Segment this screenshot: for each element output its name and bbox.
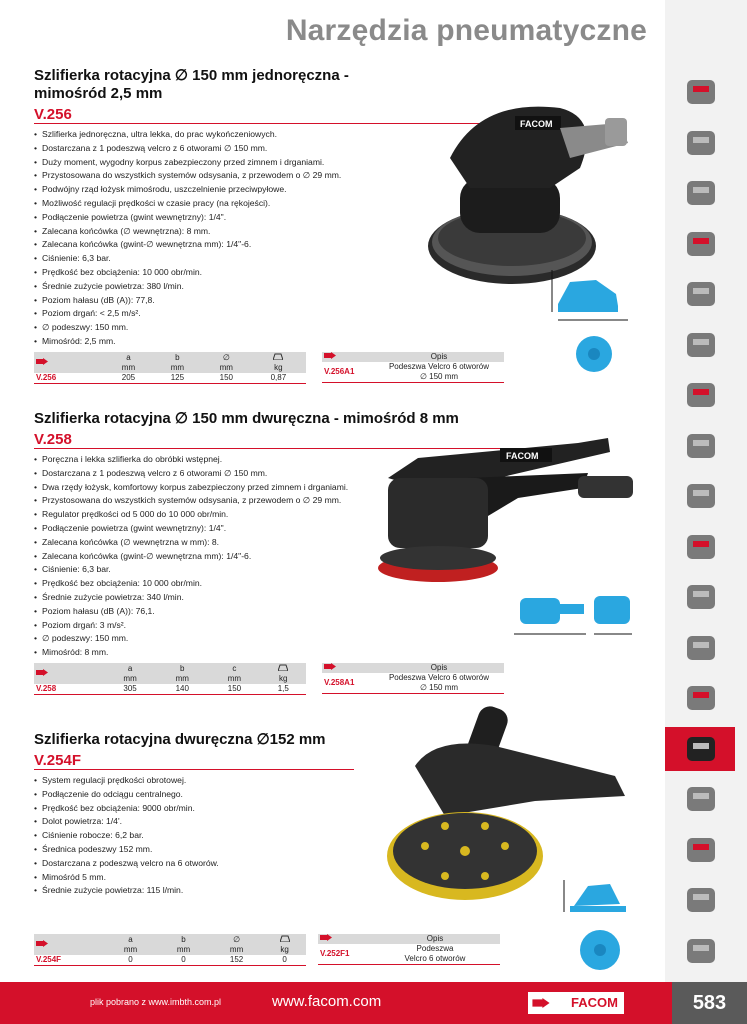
- ratchet-icon[interactable]: [675, 323, 727, 367]
- accessory-table: [322, 663, 504, 694]
- feature-item: • ∅ podeszwy: 150 mm.: [34, 632, 504, 646]
- desc-line: ∅ 150 mm: [419, 372, 459, 381]
- cell-desc: [374, 362, 504, 383]
- product-code: V.254F: [34, 752, 81, 769]
- col-header-diameter: ∅: [202, 352, 251, 363]
- section-title-line1: Szlifierka rotacyjna ∅ 150 mm jednoręczna -: [34, 67, 349, 84]
- feature-item: • Poręczna i lekka szlifierka do obróbki wstępnej.: [34, 453, 504, 467]
- unit: mm: [202, 363, 251, 373]
- desc-line: Podeszwa: [416, 944, 454, 953]
- svg-text:FACOM: FACOM: [520, 119, 553, 129]
- feature-item: • Przystosowana do wszystkich systemów odsysania, z przewodem o ∅ 29 mm.: [34, 169, 504, 183]
- feature-item: • Prędkość bez obciążenia: 9000 obr/min.: [34, 802, 504, 816]
- row-code: V.258: [34, 684, 104, 695]
- feature-item: • Podłączenie powietrza (gwint wewnętrzny): 1/4".: [34, 211, 504, 225]
- page-footer: [0, 982, 747, 1024]
- cell-diameter: 150: [202, 373, 251, 384]
- feature-item: • Średnica podeszwy 152 mm.: [34, 843, 504, 857]
- electrical-icon[interactable]: [675, 828, 727, 872]
- website-link[interactable]: www.facom.com: [272, 993, 382, 1010]
- steering-wheel-icon[interactable]: [675, 929, 727, 973]
- feature-item: • Mimośród 5 mm.: [34, 871, 504, 885]
- arrow-logo-icon: [320, 934, 332, 941]
- feature-item: • Podwójny rząd łożysk mimośrodu, uszczelnienie przeciwpyłowe.: [34, 183, 504, 197]
- feature-item: • Dwa rzędy łożysk, komfortowy korpus zabezpieczony przed zimnem i drganiami.: [34, 481, 504, 495]
- tape-measure-icon[interactable]: [675, 474, 727, 518]
- dimension-diagram-v254f: [560, 876, 640, 974]
- col-header-b: b: [157, 934, 210, 945]
- spec-table: [34, 663, 306, 695]
- cell-weight: 0: [263, 955, 306, 966]
- unit: mm: [153, 363, 202, 373]
- feature-item: • Dostarczana z 1 podeszwą velcro z 6 otworami ∅ 150 mm.: [34, 467, 504, 481]
- footer-notch: [658, 982, 672, 1024]
- weight-icon: [278, 663, 288, 671]
- facom-logo: [528, 992, 624, 1014]
- feature-item: • Średnie zużycie powietrza: 380 l/min.: [34, 280, 504, 294]
- feature-item: • Poziom drgań: 3 m/s².: [34, 619, 504, 633]
- col-header-weight: [261, 663, 306, 674]
- section-title-line2: mimośród 2,5 mm: [34, 85, 163, 102]
- feature-item: • Poziom drgań: < 2,5 m/s².: [34, 307, 504, 321]
- feature-item: • Dostarczana z podeszwą velcro na 6 otworów.: [34, 857, 504, 871]
- unit: mm: [104, 674, 156, 684]
- col-header-desc: Opis: [374, 352, 504, 362]
- page-number: 583: [672, 982, 747, 1024]
- desc-line: Velcro 6 otworów: [404, 954, 466, 963]
- unit: kg: [251, 363, 306, 373]
- spec-table: [34, 352, 306, 384]
- arrow-logo-icon: [36, 940, 48, 947]
- toolbox-icon[interactable]: [675, 70, 727, 114]
- row-code: V.256: [34, 373, 104, 384]
- cell-diameter: 152: [210, 955, 263, 966]
- cell-desc: [370, 944, 500, 965]
- col-header-c: c: [208, 663, 260, 674]
- feature-item: • Średnie zużycie powietrza: 115 l/min.: [34, 884, 504, 898]
- pen-icon[interactable]: [675, 878, 727, 922]
- feature-item: • Regulator prędkości od 5 000 do 10 000 obr/min.: [34, 508, 504, 522]
- feature-item: • Duży moment, wygodny korpus zabezpieczony przed zimnem i drganiami.: [34, 156, 504, 170]
- unit: kg: [263, 945, 306, 955]
- feature-item: • Prędkość bez obciążenia: 10 000 obr/min.: [34, 266, 504, 280]
- feature-item: • Możliwość regulacji prędkości w czasie pracy (na rękojeści).: [34, 197, 504, 211]
- puller-icon[interactable]: [675, 626, 727, 670]
- feature-item: • Dolot powietrza: 1/4'.: [34, 815, 504, 829]
- arrow-logo-icon: [532, 998, 550, 1008]
- tool-cabinet-icon[interactable]: [675, 121, 727, 165]
- screwdriver-icon[interactable]: [675, 373, 727, 417]
- source-note: plik pobrano z www.imbth.com.pl: [90, 997, 222, 1007]
- section-divider: [34, 769, 354, 770]
- feature-item: • System regulacji prędkości obrotowej.: [34, 774, 504, 788]
- unit: mm: [157, 945, 210, 955]
- sander-v258-image: [378, 418, 638, 588]
- wrench-icon[interactable]: [675, 222, 727, 266]
- torque-tool-icon[interactable]: [675, 676, 727, 720]
- feature-item: • Ciśnienie: 6,3 bar.: [34, 252, 504, 266]
- cell-a: 205: [104, 373, 153, 384]
- spec-table: [34, 934, 306, 966]
- cell-b: 140: [156, 684, 208, 695]
- arrow-logo-icon: [36, 358, 48, 365]
- feature-item: • Mimośród: 8 mm.: [34, 646, 504, 660]
- feature-item: • Ciśnienie robocze: 6,2 bar.: [34, 829, 504, 843]
- unit: mm: [210, 945, 263, 955]
- dimension-diagram-v258: [512, 590, 640, 642]
- cell-a: 305: [104, 684, 156, 695]
- col-header-b: b: [156, 663, 208, 674]
- feature-item: • Poziom hałasu (dB (A)): 76,1.: [34, 605, 504, 619]
- cell-a: 0: [104, 955, 157, 966]
- col-header-b: b: [153, 352, 202, 363]
- cell-weight: 0,87: [251, 373, 306, 384]
- weight-icon: [273, 352, 283, 360]
- unit: kg: [261, 674, 306, 684]
- row-code: V.254F: [34, 955, 104, 966]
- cell-b: 0: [157, 955, 210, 966]
- col-header-desc: Opis: [374, 663, 504, 673]
- cell-b: 125: [153, 373, 202, 384]
- pliers-icon[interactable]: [675, 424, 727, 468]
- dimension-diagram-v256: [548, 264, 640, 374]
- feature-item: • Zalecana końcówka (gwint-∅ wewnętrzna mm): 1/4"-6.: [34, 238, 504, 252]
- col-header-a: a: [104, 934, 157, 945]
- col-header-a: a: [104, 352, 153, 363]
- row-code: V.258A1: [322, 673, 374, 694]
- sander-v256-image: [420, 88, 640, 288]
- page-title: Narzędzia pneumatyczne: [285, 14, 647, 47]
- product-code: V.258: [34, 431, 72, 448]
- unit: mm: [208, 674, 260, 684]
- svg-text:FACOM: FACOM: [506, 451, 539, 461]
- feature-item: • Średnie zużycie powietrza: 340 l/min.: [34, 591, 504, 605]
- feature-item: • ∅ podeszwy: 150 mm.: [34, 321, 504, 335]
- arrow-logo-icon: [324, 352, 336, 359]
- col-header-diameter: ∅: [210, 934, 263, 945]
- vise-icon[interactable]: [675, 777, 727, 821]
- cell-desc: [374, 673, 504, 694]
- feature-item: • Zalecana końcówka (gwint-∅ wewnętrzna mm): 1/4"-6.: [34, 550, 504, 564]
- cell-c: 150: [208, 684, 260, 695]
- impact-wrench-icon[interactable]: [665, 727, 735, 771]
- hammer-icon[interactable]: [675, 525, 727, 569]
- feature-item: • Mimośród: 2,5 mm.: [34, 335, 504, 349]
- feature-item: • Zalecana końcówka (∅ wewnętrzna w mm): 8.: [34, 536, 504, 550]
- unit: mm: [156, 674, 208, 684]
- section-title-line1: Szlifierka rotacyjna dwuręczna ∅152 mm: [34, 731, 326, 748]
- tool-chest-icon[interactable]: [675, 171, 727, 215]
- desc-line: ∅ 150 mm: [419, 683, 459, 692]
- feature-item: • Prędkość bez obciążenia: 10 000 obr/min.: [34, 577, 504, 591]
- feature-item: • Przystosowana do wszystkich systemów odsysania, z przewodem o ∅ 29 mm.: [34, 494, 504, 508]
- arrow-logo-icon: [36, 669, 48, 676]
- accessory-table: [322, 352, 504, 383]
- product-code: V.256: [34, 106, 72, 123]
- row-code: V.256A1: [322, 362, 374, 383]
- desc-line: Podeszwa Velcro 6 otworów: [388, 362, 490, 371]
- feature-item: • Zalecana końcówka (∅ wewnętrzna): 8 mm.: [34, 225, 504, 239]
- weight-icon: [280, 934, 290, 942]
- feature-item: • Szlifierka jednoręczna, ultra lekka, do prac wykończeniowych.: [34, 128, 504, 142]
- section-title-line1: Szlifierka rotacyjna ∅ 150 mm dwuręczna - mimośród 8 mm: [34, 410, 459, 427]
- col-header-desc: Opis: [370, 934, 500, 944]
- brand-name: FACOM: [571, 995, 618, 1010]
- hacksaw-icon[interactable]: [675, 575, 727, 619]
- row-code: V.252F1: [318, 944, 370, 965]
- feature-item: • Podłączenie powietrza (gwint wewnętrzny): 1/4".: [34, 522, 504, 536]
- col-header-a: a: [104, 663, 156, 674]
- feature-item: • Podłączenie do odciągu centralnego.: [34, 788, 504, 802]
- cell-weight: 1,5: [261, 684, 306, 695]
- accessory-table: [318, 934, 500, 965]
- col-header-weight: [251, 352, 306, 363]
- feature-item: • Ciśnienie: 6,3 bar.: [34, 563, 504, 577]
- socket-icon[interactable]: [675, 272, 727, 316]
- feature-item: • Poziom hałasu (dB (A)): 77,8.: [34, 294, 504, 308]
- arrow-logo-icon: [324, 663, 336, 670]
- desc-line: Podeszwa Velcro 6 otworów: [388, 673, 490, 682]
- feature-item: • Dostarczana z 1 podeszwą velcro z 6 otworami ∅ 150 mm.: [34, 142, 504, 156]
- col-header-weight: [263, 934, 306, 945]
- category-sidebar: [665, 0, 747, 1024]
- unit: mm: [104, 945, 157, 955]
- unit: mm: [104, 363, 153, 373]
